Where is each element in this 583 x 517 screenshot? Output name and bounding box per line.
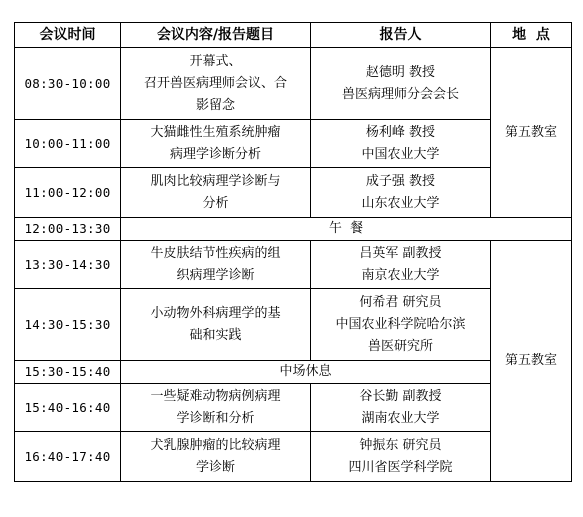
topic-line: 学诊断和分析 xyxy=(176,410,255,426)
session-topic xyxy=(121,289,311,361)
topic-line: 犬乳腺肿瘤的比较病理 xyxy=(150,437,281,453)
session-topic xyxy=(121,120,311,168)
session-topic xyxy=(121,168,311,218)
session-speaker xyxy=(311,289,491,361)
table-row xyxy=(15,432,572,482)
speaker-line: 成子强 教授 xyxy=(365,173,436,189)
topic-line: 一些疑难动物病例病理 xyxy=(150,388,281,404)
session-time: 14:30-15:30 xyxy=(15,289,121,361)
mid-break: 中场休息 xyxy=(121,361,491,384)
speaker-line: 中国农业科学院哈尔滨 xyxy=(335,316,466,332)
session-speaker xyxy=(311,48,491,120)
session-speaker xyxy=(311,120,491,168)
session-topic xyxy=(121,241,311,289)
topic-line: 肌肉比较病理学诊断与 xyxy=(150,173,281,189)
session-time: 15:30-15:40 xyxy=(15,361,121,384)
topic-line: 开幕式、 xyxy=(189,53,242,69)
speaker-line: 杨利峰 教授 xyxy=(365,124,436,140)
session-time: 16:40-17:40 xyxy=(15,432,121,482)
speaker-line: 何希君 研究员 xyxy=(359,294,442,310)
topic-line: 牛皮肤结节性疾病的组 xyxy=(150,245,281,261)
header-row xyxy=(15,23,572,48)
table-row xyxy=(15,168,572,218)
session-topic xyxy=(121,48,311,120)
session-time: 08:30-10:00 xyxy=(15,48,121,120)
session-time: 11:00-12:00 xyxy=(15,168,121,218)
session-time: 10:00-11:00 xyxy=(15,120,121,168)
table-row xyxy=(15,48,572,120)
header-place: 地 点 xyxy=(491,23,572,48)
header-time: 会议时间 xyxy=(15,23,121,48)
schedule-table xyxy=(14,22,572,482)
speaker-line: 谷长勤 副教授 xyxy=(359,388,442,404)
table-row xyxy=(15,361,572,384)
topic-line: 础和实践 xyxy=(189,327,242,343)
speaker-line: 赵德明 教授 xyxy=(365,64,436,80)
header-content: 会议内容/报告题目 xyxy=(121,23,311,48)
lunch-break: 午 餐 xyxy=(121,218,572,241)
speaker-line: 兽医病理师分会会长 xyxy=(341,86,459,102)
speaker-line: 南京农业大学 xyxy=(361,267,440,283)
speaker-line: 钟振东 研究员 xyxy=(359,437,442,453)
topic-line: 织病理学诊断 xyxy=(176,267,255,283)
session-speaker xyxy=(311,168,491,218)
place-afternoon: 第五教室 xyxy=(491,241,572,482)
session-speaker xyxy=(311,384,491,432)
topic-line: 分析 xyxy=(202,195,229,211)
session-speaker xyxy=(311,432,491,482)
table-row xyxy=(15,120,572,168)
speaker-line: 四川省医学科学院 xyxy=(348,459,453,475)
session-topic xyxy=(121,384,311,432)
table-row xyxy=(15,241,572,289)
speaker-line: 中国农业大学 xyxy=(361,146,440,162)
speaker-line: 兽医研究所 xyxy=(367,338,433,354)
table-row xyxy=(15,384,572,432)
session-speaker xyxy=(311,241,491,289)
session-time: 15:40-16:40 xyxy=(15,384,121,432)
topic-line: 病理学诊断分析 xyxy=(169,146,261,162)
topic-line: 召开兽医病理师会议、合 xyxy=(143,75,287,91)
session-time: 13:30-14:30 xyxy=(15,241,121,289)
topic-line: 大猫雌性生殖系统肿瘤 xyxy=(150,124,281,140)
topic-line: 影留念 xyxy=(195,97,235,113)
session-topic xyxy=(121,432,311,482)
speaker-line: 湖南农业大学 xyxy=(361,410,440,426)
session-time: 12:00-13:30 xyxy=(15,218,121,241)
speaker-line: 山东农业大学 xyxy=(361,195,440,211)
topic-line: 学诊断 xyxy=(195,459,235,475)
place-morning: 第五教室 xyxy=(491,48,572,218)
speaker-line: 吕英军 副教授 xyxy=(359,245,442,261)
table-row xyxy=(15,218,572,241)
table-row xyxy=(15,289,572,361)
topic-line: 小动物外科病理学的基 xyxy=(150,305,281,321)
header-speaker: 报告人 xyxy=(311,23,491,48)
